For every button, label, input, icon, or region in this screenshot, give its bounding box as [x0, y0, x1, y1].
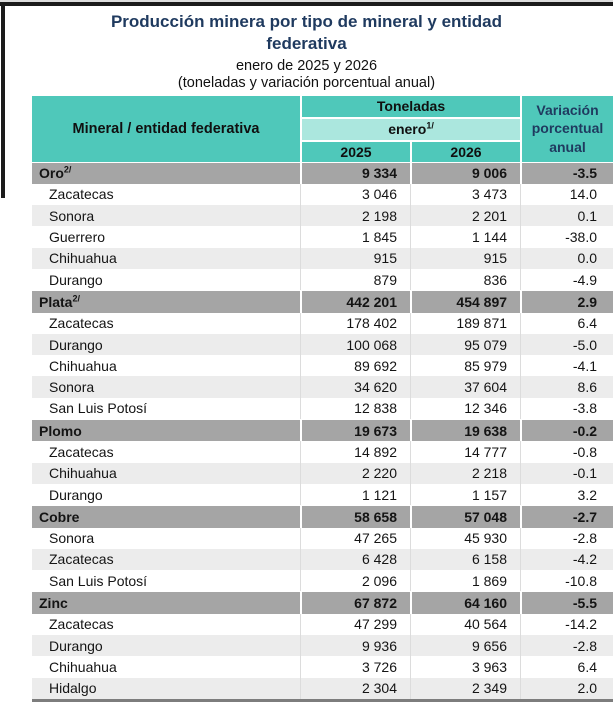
units-note: (toneladas y variación porcentual anual): [177, 74, 436, 91]
state-name: Chihuahua: [32, 656, 300, 677]
state-name: Zacatecas: [32, 549, 300, 570]
state-name: Durango: [32, 269, 300, 290]
state-name: Chihuahua: [32, 248, 300, 269]
state-name: Zacatecas: [32, 184, 300, 205]
state-row: [32, 635, 613, 656]
state-name: Chihuahua: [32, 463, 300, 484]
value-2025: 2 198: [300, 205, 410, 226]
col-header-2025: 2025: [300, 142, 410, 162]
value-2026: 14 777: [410, 441, 520, 462]
value-2026: 9 006: [410, 162, 520, 184]
value-2025: 67 872: [300, 591, 410, 613]
table-header-block: [0, 0, 613, 91]
state-name: Durango: [32, 334, 300, 355]
value-2026: 45 930: [410, 528, 520, 549]
value-2026: 454 897: [410, 290, 520, 312]
value-2025: 47 265: [300, 528, 410, 549]
value-2025: 178 402: [300, 313, 410, 334]
variation-pct: 0.1: [520, 205, 613, 226]
state-name: Zacatecas: [32, 313, 300, 334]
value-2026: 85 979: [410, 355, 520, 376]
mineral-name: Cobre: [32, 505, 300, 527]
value-2025: 14 892: [300, 441, 410, 462]
variation-pct: 14.0: [520, 184, 613, 205]
state-name: Sonora: [32, 376, 300, 397]
value-2025: 3 726: [300, 656, 410, 677]
state-row: [32, 376, 613, 397]
variation-pct: 8.6: [520, 376, 613, 397]
value-2026: 57 048: [410, 505, 520, 527]
table-body: [32, 162, 613, 699]
mineral-group-row: [32, 419, 613, 441]
state-row: [32, 484, 613, 505]
col-header-mineral: Mineral / entidad federativa: [32, 96, 300, 162]
mineral-group-row: [32, 591, 613, 613]
header-row-1: [32, 96, 613, 117]
state-row: [32, 226, 613, 247]
state-name: San Luis Potosí: [32, 570, 300, 591]
value-2025: 6 428: [300, 549, 410, 570]
value-2026: 19 638: [410, 419, 520, 441]
state-name: Durango: [32, 635, 300, 656]
variation-pct: -14.2: [520, 614, 613, 635]
value-2026: 6 158: [410, 549, 520, 570]
enero-label: enero: [388, 121, 427, 137]
variation-pct: -3.8: [520, 398, 613, 419]
state-row: [32, 678, 613, 699]
value-2026: 915: [410, 248, 520, 269]
footnote-marker: 2/: [72, 293, 80, 304]
value-2025: 34 620: [300, 376, 410, 397]
value-2026: 37 604: [410, 376, 520, 397]
value-2026: 95 079: [410, 334, 520, 355]
value-2026: 1 157: [410, 484, 520, 505]
variation-pct: -38.0: [520, 226, 613, 247]
value-2025: 100 068: [300, 334, 410, 355]
state-row: [32, 248, 613, 269]
variation-pct: -3.5: [520, 162, 613, 184]
value-2025: 1 845: [300, 226, 410, 247]
value-2026: 189 871: [410, 313, 520, 334]
variation-pct: -2.8: [520, 635, 613, 656]
variation-pct: 2.9: [520, 290, 613, 312]
value-2025: 9 334: [300, 162, 410, 184]
state-name: Sonora: [32, 205, 300, 226]
state-name: Durango: [32, 484, 300, 505]
state-row: [32, 398, 613, 419]
variation-pct: 6.4: [520, 656, 613, 677]
state-row: [32, 355, 613, 376]
variation-pct: -4.2: [520, 549, 613, 570]
mining-production-table: [32, 96, 613, 702]
value-2025: 89 692: [300, 355, 410, 376]
value-2026: 3 963: [410, 656, 520, 677]
value-2025: 3 046: [300, 184, 410, 205]
value-2026: 9 656: [410, 635, 520, 656]
state-row: [32, 656, 613, 677]
value-2025: 12 838: [300, 398, 410, 419]
variation-pct: 2.0: [520, 678, 613, 699]
variation-pct: -5.5: [520, 591, 613, 613]
col-header-2026: 2026: [410, 142, 520, 162]
variation-pct: -0.1: [520, 463, 613, 484]
value-2026: 40 564: [410, 614, 520, 635]
state-row: [32, 334, 613, 355]
variation-pct: -0.2: [520, 419, 613, 441]
state-row: [32, 441, 613, 462]
value-2025: 2 096: [300, 570, 410, 591]
variation-pct: -0.8: [520, 441, 613, 462]
state-row: [32, 184, 613, 205]
state-name: Zacatecas: [32, 441, 300, 462]
variation-pct: -2.8: [520, 528, 613, 549]
value-2025: 879: [300, 269, 410, 290]
state-name: Zacatecas: [32, 614, 300, 635]
period-subtitle: enero de 2025 y 2026: [235, 57, 378, 74]
value-2025: 47 299: [300, 614, 410, 635]
value-2025: 1 121: [300, 484, 410, 505]
value-2025: 19 673: [300, 419, 410, 441]
state-name: Chihuahua: [32, 355, 300, 376]
col-header-variacion: Variación porcentual anual: [520, 96, 613, 162]
value-2026: 1 869: [410, 570, 520, 591]
value-2025: 9 936: [300, 635, 410, 656]
state-row: [32, 269, 613, 290]
value-2025: 442 201: [300, 290, 410, 312]
table-head: [32, 96, 613, 162]
value-2026: 1 144: [410, 226, 520, 247]
value-2025: 58 658: [300, 505, 410, 527]
value-2026: 2 349: [410, 678, 520, 699]
mineral-name: Plata$^{2/}$: [32, 290, 300, 312]
page-frame-left-border: [1, 2, 5, 198]
value-2026: 64 160: [410, 591, 520, 613]
col-header-toneladas: Toneladas: [300, 96, 520, 117]
value-2026: 2 218: [410, 463, 520, 484]
mineral-group-row: [32, 505, 613, 527]
state-name: Hidalgo: [32, 678, 300, 699]
page-title: Producción minera por tipo de mineral y entidad federativa: [110, 12, 503, 53]
mineral-name: Plomo: [32, 419, 300, 441]
state-row: [32, 570, 613, 591]
mineral-name: Zinc: [32, 591, 300, 613]
mineral-name: Oro$^{2/}$: [32, 162, 300, 184]
variation-pct: -4.1: [520, 355, 613, 376]
state-row: [32, 614, 613, 635]
variation-pct: 6.4: [520, 313, 613, 334]
value-2026: 836: [410, 269, 520, 290]
state-name: Sonora: [32, 528, 300, 549]
col-header-enero: [300, 117, 520, 142]
enero-footnote-marker: 1/: [426, 120, 434, 131]
variation-pct: -4.9: [520, 269, 613, 290]
state-row: [32, 205, 613, 226]
state-row: [32, 549, 613, 570]
variation-pct: -5.0: [520, 334, 613, 355]
variation-pct: 0.0: [520, 248, 613, 269]
mineral-group-row: [32, 162, 613, 184]
state-row: [32, 463, 613, 484]
page-frame-top-border: [0, 2, 613, 6]
state-name: San Luis Potosí: [32, 398, 300, 419]
value-2026: 2 201: [410, 205, 520, 226]
mineral-group-row: [32, 290, 613, 312]
variation-pct: -10.8: [520, 570, 613, 591]
value-2025: 915: [300, 248, 410, 269]
variation-pct: -2.7: [520, 505, 613, 527]
state-row: [32, 528, 613, 549]
value-2026: 3 473: [410, 184, 520, 205]
variation-pct: 3.2: [520, 484, 613, 505]
value-2026: 12 346: [410, 398, 520, 419]
state-row: [32, 313, 613, 334]
footnote-marker: 2/: [63, 164, 72, 175]
value-2025: 2 304: [300, 678, 410, 699]
value-2025: 2 220: [300, 463, 410, 484]
state-name: Guerrero: [32, 226, 300, 247]
